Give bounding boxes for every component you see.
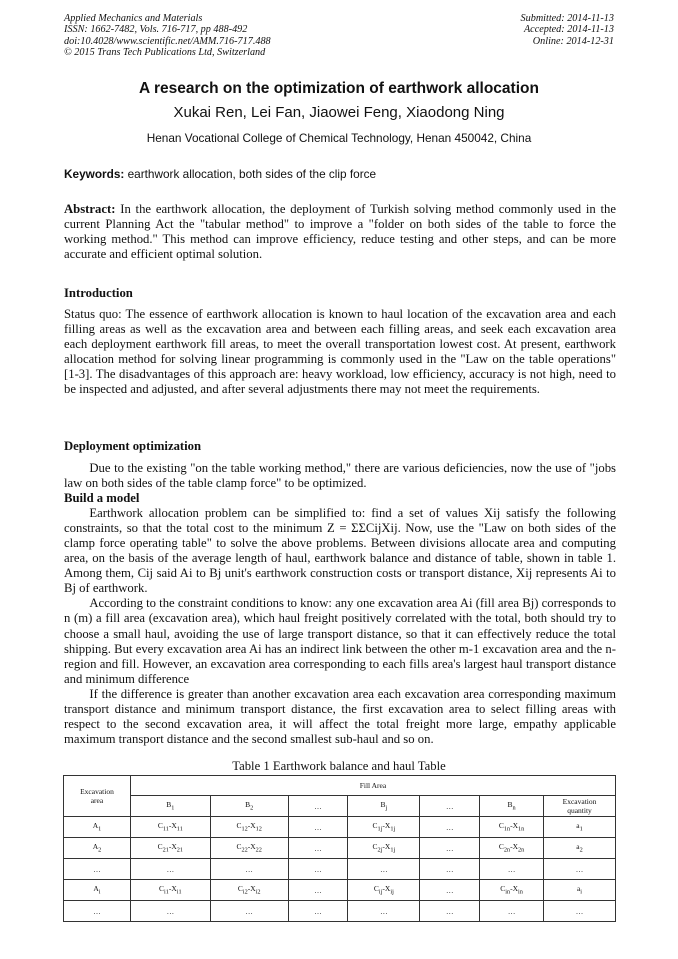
table-cell: $C_{11}-X_{11}$ [130, 817, 210, 838]
table-cell: $a_1$ [544, 817, 616, 838]
table-cell: $C_{12}-X_{12}$ [210, 817, 288, 838]
abstract [64, 202, 616, 262]
table-cell: … [64, 859, 131, 880]
table-cell: … [348, 859, 420, 880]
table-cell: … [288, 901, 348, 922]
table-caption: Table 1 Earthwork balance and haul Table [232, 759, 446, 773]
row-header-a2: $A_2$ [64, 838, 131, 859]
table-cell: $a_i$ [544, 880, 616, 901]
abstract-label: Abstract: [64, 202, 116, 216]
introduction-paragraph: Status quo: The essence of earthwork allocation is known to haul location of the excavation area and each filling areas as well as the excavation area and between each filling areas, and seek each excavation area each deployment earthwork fill areas, to meet the overall transportation lowest cost. At present, earthwork allocation method for solving linear programming is commonly used in the "Law on the table operations" [1-3]. The disadvantages of this approach are: heavy workload, low efficiency, accuracy is not high, need to be inspected and adjusted, and after several adjustments there may not meet the requirements. [64, 307, 616, 397]
affiliation: Henan Vocational College of Chemical Technology, Henan 450042, China [146, 131, 532, 145]
table-cell: … [288, 859, 348, 880]
table-cell: $C_{in}-X_{in}$ [480, 880, 544, 901]
keywords [64, 167, 616, 181]
table-cell: … [480, 859, 544, 880]
author-list: Xukai Ren, Lei Fan, Jiaowei Feng, Xiaodong Ning [173, 104, 505, 121]
fill-area-header: Fill Area [130, 776, 615, 796]
deployment-section [64, 461, 616, 747]
copyright-line: © 2015 Trans Tech Publications Ltd, Switzerland [64, 47, 266, 59]
online-date: Online: 2014-12-31 [532, 35, 614, 47]
table-cell: $C_{1j}-X_{1j}$ [348, 817, 420, 838]
journal-header-right [521, 13, 614, 47]
table-cell: … [210, 901, 288, 922]
table-row [64, 901, 616, 922]
earthwork-haul-table [63, 775, 616, 922]
column-header-b1: $B_1$ [130, 796, 210, 817]
table-cell: … [288, 880, 348, 901]
model-paragraph-3: If the difference is greater than another excavation area each excavation area corresponding maximum transport distance and minimum transport distance, the first excavation area to select filling areas with respect to the second excavation area, it will affect the total freight more large, empathy applicable maximum transport distance and the second smallest sub-haul and so on. [64, 686, 616, 746]
column-header-ellipsis: … [288, 796, 348, 817]
column-header-quantity: Excavation quantity [544, 796, 616, 817]
table-row [64, 880, 616, 901]
table-cell: … [210, 859, 288, 880]
table-cell: … [130, 859, 210, 880]
table-cell: $C_{i2}-X_{i2}$ [210, 880, 288, 901]
column-header-ellipsis: … [420, 796, 480, 817]
corner-header: Excavation area [64, 776, 131, 817]
table-cell: $C_{21}-X_{21}$ [130, 838, 210, 859]
column-header-b2: $B_2$ [210, 796, 288, 817]
table-row [64, 817, 616, 838]
column-header-bj: $B_j$ [348, 796, 420, 817]
submitted-date: Submitted: 2014-11-13 [520, 13, 614, 24]
table-cell: $C_{2j}-X_{1j}$ [348, 838, 420, 859]
issn-line: ISSN: 1662-7482, Vols. 716-717, pp 488-492 [64, 24, 248, 36]
table-cell: … [288, 817, 348, 838]
table-cell: … [420, 880, 480, 901]
table-cell: … [544, 901, 616, 922]
introduction-heading: Introduction [64, 286, 133, 300]
column-header-bn: $B_n$ [480, 796, 544, 817]
row-header-ai: $A_i$ [64, 880, 131, 901]
table-cell: $C_{22}-X_{22}$ [210, 838, 288, 859]
table-cell: $C_{i1}-X_{i1}$ [130, 880, 210, 901]
table-cell: $C_{2n}-X_{2n}$ [480, 838, 544, 859]
row-header-a1: $A_1$ [64, 817, 131, 838]
table-cell: … [130, 901, 210, 922]
table-cell: … [480, 901, 544, 922]
table-row [64, 859, 616, 880]
table-cell: … [348, 901, 420, 922]
table-cell: $C_{1n}-X_{1n}$ [480, 817, 544, 838]
table-cell: … [420, 901, 480, 922]
table-cell: … [420, 817, 480, 838]
table-cell: $a_2$ [544, 838, 616, 859]
journal-name: Applied Mechanics and Materials [64, 13, 203, 24]
table-cell: … [288, 838, 348, 859]
paper-title: A research on the optimization of earthwork allocation [139, 80, 539, 97]
journal-header-left [64, 13, 271, 59]
build-model-heading: Build a model [64, 491, 140, 506]
keywords-label: Keywords: [64, 167, 125, 181]
abstract-text: In the earthwork allocation, the deployment of Turkish solving method commonly used in the current Planning Act the "tabular method" to improve a "folder on both sides of the table to force the working method." This method can improve efficiency, reduce testing and other steps, and can be more accurate and efficient optimal solution. [64, 202, 616, 262]
table-cell: … [420, 859, 480, 880]
deployment-paragraph-1: Due to the existing "on the table working method," there are various deficiencies, now the use of "jobs law on both sides of the table clamp force" to be optimized. [64, 461, 616, 491]
table-cell: … [544, 859, 616, 880]
accepted-date: Accepted: 2014-11-13 [523, 24, 614, 36]
doi-line: doi:10.4028/www.scientific.net/AMM.716-717.488 [64, 35, 271, 47]
model-paragraph-2: According to the constraint conditions to know: any one excavation area Ai (fill area Bj) corresponds to n (m) a fill area (excavation area), which haul freight positively correlated with the total, both should try to choose a small haul, avoiding the use of large transport distance, so that it can effectively reduce the total shipping. But every excavation area Ai has an indirect link between the other m-1 excavation area and the n-region and fill. However, an excavation area corresponding to each fills area's largest haul transport distance and minimum difference [64, 596, 616, 686]
deployment-heading: Deployment optimization [64, 439, 202, 453]
table-cell: … [64, 901, 131, 922]
table-cell: … [420, 838, 480, 859]
table-row [64, 838, 616, 859]
model-paragraph-1: Earthwork allocation problem can be simplified to: find a set of values Xij satisfy the following constraints, so that the total cost to the minimum Z = ΣΣCijXij. Now, use the "Law on both sides of the clamp force operating table" to solve the above problems. Between divisions allocate area and computing area, on the basis of the average length of haul, earthwork balance and distance of table, shown in table 1. Among them, Cij said Ai to Bj unit's earthwork construction costs or transport distance, Xij represents Ai to Bj of earthwork. [64, 506, 616, 596]
table-cell: $C_{ij}-X_{ij}$ [348, 880, 420, 901]
keywords-text: earthwork allocation, both sides of the clip force [124, 167, 377, 181]
